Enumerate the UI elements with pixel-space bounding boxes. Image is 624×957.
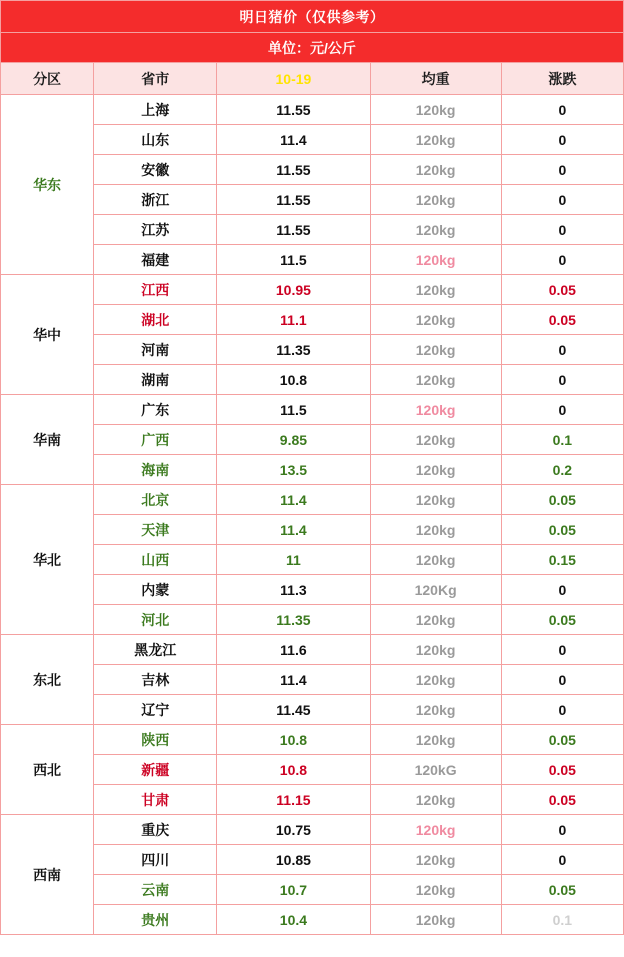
region-cell: 华东 bbox=[1, 95, 94, 275]
change-cell: 0 bbox=[501, 335, 623, 365]
weight-cell: 120kg bbox=[370, 845, 501, 875]
column-header-change: 涨跌 bbox=[501, 63, 623, 95]
price-cell: 11.4 bbox=[217, 515, 370, 545]
province-cell: 辽宁 bbox=[94, 695, 217, 725]
change-cell: 0 bbox=[501, 815, 623, 845]
province-cell: 安徽 bbox=[94, 155, 217, 185]
province-cell: 湖北 bbox=[94, 305, 217, 335]
province-cell: 北京 bbox=[94, 485, 217, 515]
weight-cell: 120kG bbox=[370, 755, 501, 785]
table-row bbox=[1, 335, 624, 365]
price-cell: 11.35 bbox=[217, 605, 370, 635]
change-cell: 0 bbox=[501, 245, 623, 275]
table-row bbox=[1, 245, 624, 275]
weight-cell: 120kg bbox=[370, 815, 501, 845]
unit-label: 单位：元/公斤 bbox=[1, 33, 624, 63]
province-cell: 吉林 bbox=[94, 665, 217, 695]
change-cell: 0.2 bbox=[501, 455, 623, 485]
change-cell: 0.05 bbox=[501, 785, 623, 815]
province-cell: 内蒙 bbox=[94, 575, 217, 605]
table-row bbox=[1, 545, 624, 575]
change-cell: 0.05 bbox=[501, 305, 623, 335]
province-cell: 陕西 bbox=[94, 725, 217, 755]
price-cell: 11.4 bbox=[217, 665, 370, 695]
change-cell: 0 bbox=[501, 395, 623, 425]
change-cell: 0 bbox=[501, 665, 623, 695]
column-header-date: 10-19 bbox=[217, 63, 370, 95]
weight-cell: 120kg bbox=[370, 185, 501, 215]
table-row bbox=[1, 875, 624, 905]
table-row bbox=[1, 365, 624, 395]
page-title: 明日猪价（仅供参考） bbox=[1, 1, 624, 33]
price-cell: 11.5 bbox=[217, 395, 370, 425]
weight-cell: 120kg bbox=[370, 425, 501, 455]
change-cell: 0 bbox=[501, 845, 623, 875]
table-row bbox=[1, 95, 624, 125]
table-row bbox=[1, 695, 624, 725]
province-cell: 河南 bbox=[94, 335, 217, 365]
province-cell: 云南 bbox=[94, 875, 217, 905]
province-cell: 山西 bbox=[94, 545, 217, 575]
table-row bbox=[1, 785, 624, 815]
weight-cell: 120kg bbox=[370, 305, 501, 335]
change-cell: 0 bbox=[501, 695, 623, 725]
change-cell: 0.05 bbox=[501, 275, 623, 305]
price-cell: 11.35 bbox=[217, 335, 370, 365]
change-cell: 0.05 bbox=[501, 725, 623, 755]
table-row bbox=[1, 155, 624, 185]
price-cell: 11.55 bbox=[217, 215, 370, 245]
weight-cell: 120kg bbox=[370, 125, 501, 155]
price-cell: 11 bbox=[217, 545, 370, 575]
price-cell: 11.15 bbox=[217, 785, 370, 815]
price-cell: 10.7 bbox=[217, 875, 370, 905]
weight-cell: 120kg bbox=[370, 515, 501, 545]
weight-cell: 120kg bbox=[370, 785, 501, 815]
province-cell: 重庆 bbox=[94, 815, 217, 845]
table-row bbox=[1, 815, 624, 845]
weight-cell: 120kg bbox=[370, 905, 501, 935]
change-cell: 0 bbox=[501, 215, 623, 245]
table-row bbox=[1, 485, 624, 515]
change-cell: 0.05 bbox=[501, 485, 623, 515]
weight-cell: 120kg bbox=[370, 665, 501, 695]
province-cell: 广东 bbox=[94, 395, 217, 425]
weight-cell: 120Kg bbox=[370, 575, 501, 605]
price-cell: 10.8 bbox=[217, 365, 370, 395]
table-row bbox=[1, 845, 624, 875]
price-cell: 11.5 bbox=[217, 245, 370, 275]
price-cell: 10.4 bbox=[217, 905, 370, 935]
weight-cell: 120kg bbox=[370, 155, 501, 185]
price-cell: 11.55 bbox=[217, 155, 370, 185]
price-cell: 10.95 bbox=[217, 275, 370, 305]
province-cell: 甘肃 bbox=[94, 785, 217, 815]
price-cell: 9.85 bbox=[217, 425, 370, 455]
province-cell: 山东 bbox=[94, 125, 217, 155]
table-row bbox=[1, 395, 624, 425]
weight-cell: 120kg bbox=[370, 335, 501, 365]
weight-cell: 120kg bbox=[370, 95, 501, 125]
province-cell: 黑龙江 bbox=[94, 635, 217, 665]
table-row bbox=[1, 755, 624, 785]
province-cell: 河北 bbox=[94, 605, 217, 635]
price-cell: 11.6 bbox=[217, 635, 370, 665]
price-cell: 10.85 bbox=[217, 845, 370, 875]
province-cell: 江苏 bbox=[94, 215, 217, 245]
province-cell: 海南 bbox=[94, 455, 217, 485]
change-cell: 0.15 bbox=[501, 545, 623, 575]
weight-cell: 120kg bbox=[370, 395, 501, 425]
table-row bbox=[1, 185, 624, 215]
weight-cell: 120kg bbox=[370, 635, 501, 665]
table-row bbox=[1, 635, 624, 665]
region-cell: 西北 bbox=[1, 725, 94, 815]
weight-cell: 120kg bbox=[370, 275, 501, 305]
price-cell: 11.4 bbox=[217, 125, 370, 155]
change-cell: 0 bbox=[501, 125, 623, 155]
column-header-region: 分区 bbox=[1, 63, 94, 95]
weight-cell: 120kg bbox=[370, 725, 501, 755]
table-header-row bbox=[1, 63, 624, 95]
province-cell: 上海 bbox=[94, 95, 217, 125]
table-row bbox=[1, 665, 624, 695]
table-row bbox=[1, 215, 624, 245]
table-row bbox=[1, 425, 624, 455]
weight-cell: 120kg bbox=[370, 365, 501, 395]
weight-cell: 120kg bbox=[370, 485, 501, 515]
province-cell: 湖南 bbox=[94, 365, 217, 395]
change-cell: 0.05 bbox=[501, 755, 623, 785]
table-row bbox=[1, 575, 624, 605]
table-unit-row bbox=[1, 33, 624, 63]
province-cell: 江西 bbox=[94, 275, 217, 305]
table-row bbox=[1, 605, 624, 635]
change-cell: 0.1 bbox=[501, 905, 623, 935]
table-row bbox=[1, 275, 624, 305]
change-cell: 0 bbox=[501, 95, 623, 125]
change-cell: 0.05 bbox=[501, 515, 623, 545]
table-row bbox=[1, 725, 624, 755]
change-cell: 0.05 bbox=[501, 875, 623, 905]
price-cell: 11.1 bbox=[217, 305, 370, 335]
price-cell: 10.75 bbox=[217, 815, 370, 845]
province-cell: 浙江 bbox=[94, 185, 217, 215]
region-cell: 华中 bbox=[1, 275, 94, 395]
price-cell: 11.55 bbox=[217, 95, 370, 125]
price-cell: 10.8 bbox=[217, 725, 370, 755]
price-cell: 11.45 bbox=[217, 695, 370, 725]
column-header-province: 省市 bbox=[94, 63, 217, 95]
region-cell: 东北 bbox=[1, 635, 94, 725]
change-cell: 0 bbox=[501, 185, 623, 215]
change-cell: 0.05 bbox=[501, 605, 623, 635]
province-cell: 广西 bbox=[94, 425, 217, 455]
province-cell: 四川 bbox=[94, 845, 217, 875]
table-row bbox=[1, 455, 624, 485]
change-cell: 0 bbox=[501, 155, 623, 185]
weight-cell: 120kg bbox=[370, 875, 501, 905]
change-cell: 0 bbox=[501, 635, 623, 665]
price-cell: 11.55 bbox=[217, 185, 370, 215]
weight-cell: 120kg bbox=[370, 245, 501, 275]
region-cell: 华南 bbox=[1, 395, 94, 485]
weight-cell: 120kg bbox=[370, 605, 501, 635]
price-cell: 11.3 bbox=[217, 575, 370, 605]
region-cell: 西南 bbox=[1, 815, 94, 935]
province-cell: 贵州 bbox=[94, 905, 217, 935]
change-cell: 0 bbox=[501, 365, 623, 395]
column-header-weight: 均重 bbox=[370, 63, 501, 95]
price-cell: 10.8 bbox=[217, 755, 370, 785]
table-row bbox=[1, 305, 624, 335]
change-cell: 0 bbox=[501, 575, 623, 605]
weight-cell: 120kg bbox=[370, 545, 501, 575]
price-cell: 13.5 bbox=[217, 455, 370, 485]
province-cell: 新疆 bbox=[94, 755, 217, 785]
province-cell: 福建 bbox=[94, 245, 217, 275]
province-cell: 天津 bbox=[94, 515, 217, 545]
table-row bbox=[1, 125, 624, 155]
change-cell: 0.1 bbox=[501, 425, 623, 455]
table-title-row bbox=[1, 1, 624, 33]
price-cell: 11.4 bbox=[217, 485, 370, 515]
weight-cell: 120kg bbox=[370, 695, 501, 725]
weight-cell: 120kg bbox=[370, 215, 501, 245]
weight-cell: 120kg bbox=[370, 455, 501, 485]
table-row bbox=[1, 515, 624, 545]
region-cell: 华北 bbox=[1, 485, 94, 635]
table-row bbox=[1, 905, 624, 935]
